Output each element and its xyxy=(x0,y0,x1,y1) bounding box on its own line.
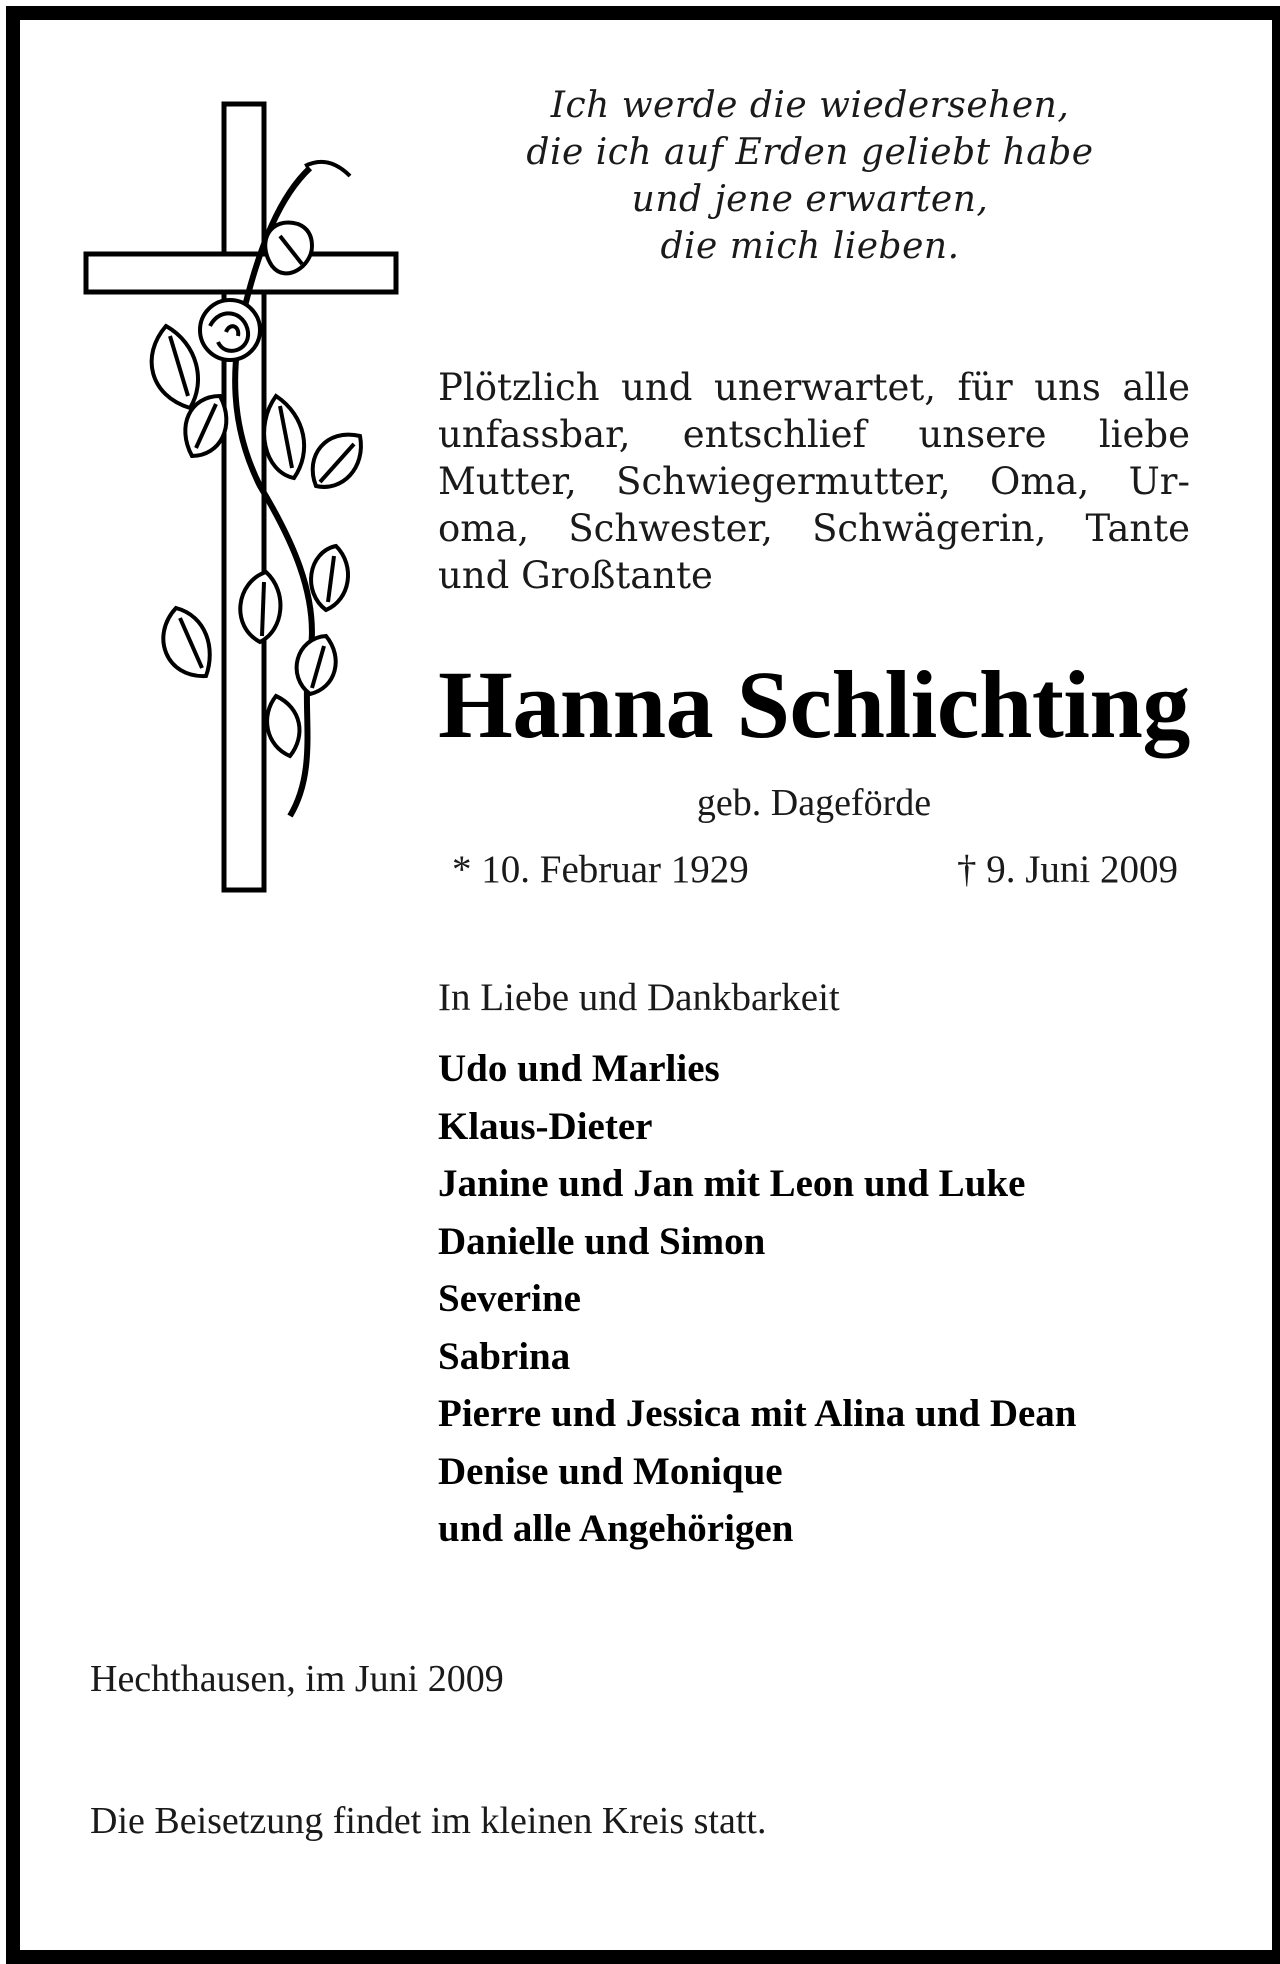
maiden-name: geb. Dageförde xyxy=(696,782,932,824)
life-dates xyxy=(452,846,1178,894)
poem-line: die mich lieben. xyxy=(660,226,960,267)
list-item: Danielle und Simon xyxy=(438,1219,766,1263)
poem xyxy=(460,82,1160,270)
thanks-line: In Liebe und Dankbarkeit xyxy=(438,976,840,1019)
list-item: Klaus-Dieter xyxy=(438,1104,653,1148)
list-item: und alle Angehörigen xyxy=(438,1507,794,1550)
cross-with-rose-icon xyxy=(80,96,410,896)
death-date: † 9. Juni 2009 xyxy=(956,848,1178,891)
list-item: Janine und Jan mit Leon und Luke xyxy=(438,1162,1026,1205)
intro-text xyxy=(438,364,1190,599)
intro-line: Plötzlich und unerwartet, für uns alle xyxy=(438,366,1190,409)
poem-line: und jene erwarten, xyxy=(631,179,989,220)
poem-line: Ich werde die wiedersehen, xyxy=(550,85,1070,126)
burial-note: Die Beisetzung findet im kleinen Kreis statt. xyxy=(90,1800,767,1842)
list-item: Sabrina xyxy=(438,1334,571,1378)
intro-line: Mutter, Schwiegermutter, Oma, Ur- xyxy=(438,460,1190,503)
list-item: Pierre und Jessica mit Alina und Dean xyxy=(438,1392,1077,1435)
place-date: Hechthausen, im Juni 2009 xyxy=(90,1658,504,1700)
list-item: Udo und Marlies xyxy=(438,1047,720,1090)
family-list xyxy=(438,1040,1077,1558)
intro-line: oma, Schwester, Schwägerin, Tante xyxy=(438,507,1190,550)
birth-date: * 10. Februar 1929 xyxy=(452,848,749,891)
deceased-name: Hanna Schlichting xyxy=(438,651,1190,758)
intro-line: unfassbar, entschlief unsere liebe xyxy=(438,413,1190,456)
poem-line: die ich auf Erden geliebt habe xyxy=(526,132,1094,173)
intro-line: und Großtante xyxy=(438,554,713,597)
list-item: Denise und Monique xyxy=(438,1449,783,1493)
list-item: Severine xyxy=(438,1277,581,1320)
